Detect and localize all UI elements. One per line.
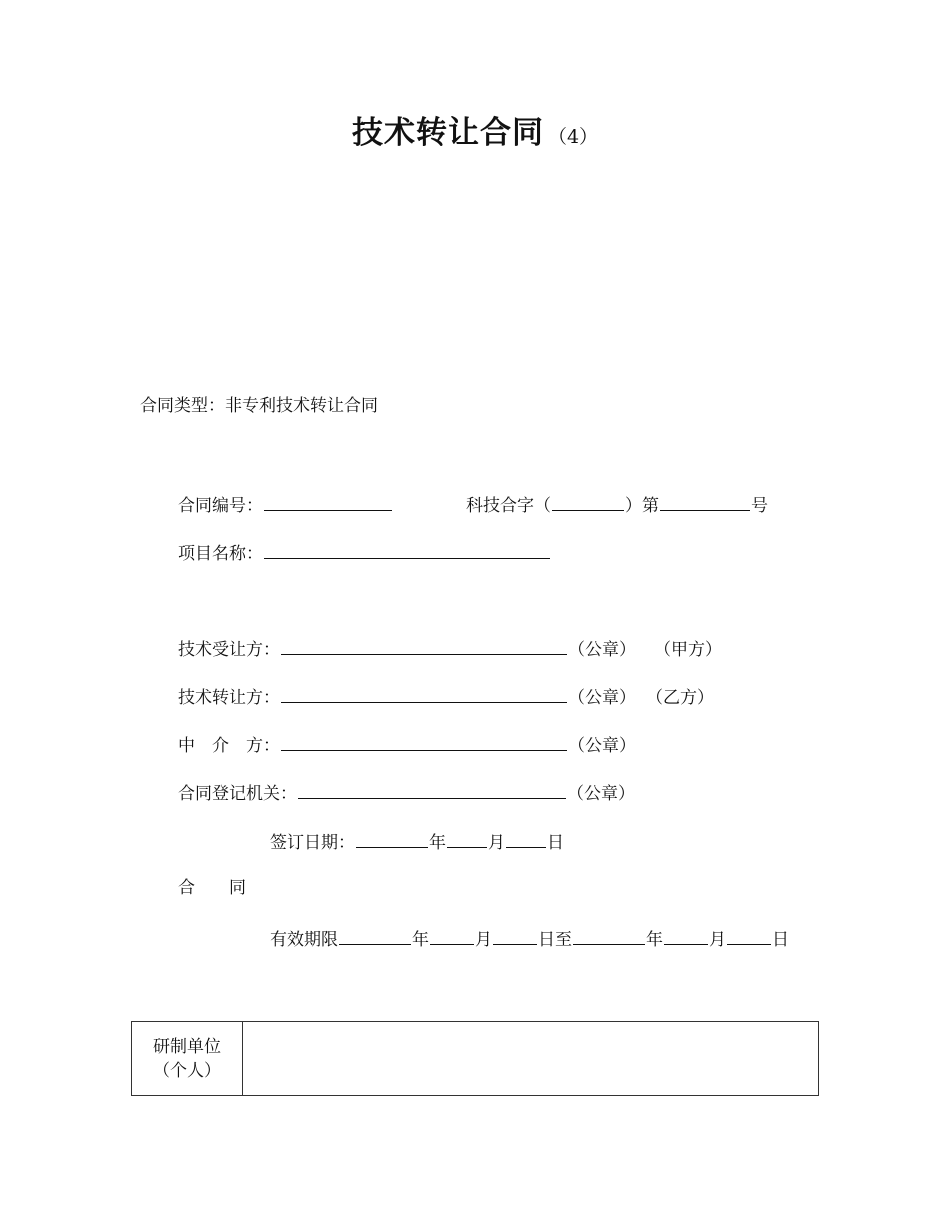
tech-contract-prefix: 科技合字（	[466, 496, 551, 516]
transferor-field[interactable]	[281, 686, 567, 703]
registration-seal: （公章）	[567, 784, 635, 804]
validity-end-day-label: 日	[772, 930, 789, 950]
project-name-field[interactable]	[264, 542, 550, 559]
validity-start-year-label: 年	[412, 930, 429, 950]
tech-contract-mid: ）第	[625, 496, 659, 516]
tech-contract-no-row	[466, 494, 768, 515]
project-name-row	[178, 542, 551, 563]
intermediary-seal: （公章）	[568, 736, 636, 756]
project-name-label: 项目名称：	[178, 544, 263, 564]
validity-to-label: 至	[555, 930, 572, 950]
transferee-label: 技术受让方：	[178, 640, 280, 660]
validity-label: 有效期限	[270, 930, 338, 950]
signing-day-label: 日	[547, 833, 564, 853]
validity-start-year-field[interactable]	[339, 928, 411, 945]
title-main: 技术转让合同	[351, 115, 544, 151]
title-suffix: （4）	[547, 126, 599, 148]
registration-field[interactable]	[298, 782, 566, 799]
intermediary-label: 中 介 方：	[178, 736, 280, 756]
contract-no-label: 合同编号：	[178, 496, 263, 516]
contract-label: 合 同	[178, 878, 246, 898]
transferor-row	[178, 686, 714, 707]
signing-month-label: 月	[488, 833, 505, 853]
validity-end-year-label: 年	[646, 930, 663, 950]
validity-end-month-label: 月	[709, 930, 726, 950]
validity-end-year-field[interactable]	[573, 928, 645, 945]
developer-unit-label-line1: 研制单位	[153, 1036, 221, 1057]
intermediary-row	[178, 734, 636, 755]
validity-end-day-field[interactable]	[727, 928, 771, 945]
transferee-row	[178, 638, 722, 659]
transferee-field[interactable]	[281, 638, 567, 655]
transferee-seal: （公章）	[568, 640, 636, 660]
developer-unit-value-cell[interactable]	[243, 1022, 819, 1096]
party-b-label: （乙方）	[646, 688, 714, 708]
validity-row	[270, 928, 789, 949]
document-title	[0, 115, 950, 151]
validity-start-day-field[interactable]	[493, 928, 537, 945]
developer-unit-label-line2: （个人）	[153, 1060, 221, 1081]
registration-label: 合同登记机关：	[178, 784, 297, 804]
tech-contract-suffix: 号	[751, 496, 768, 516]
tech-contract-code-field[interactable]	[552, 494, 624, 511]
signing-month-field[interactable]	[447, 831, 487, 848]
contract-type: 合同类型：非专利技术转让合同	[140, 396, 378, 416]
validity-start-day-label: 日	[538, 930, 555, 950]
transferor-label: 技术转让方：	[178, 688, 280, 708]
party-a-label: （甲方）	[654, 640, 722, 660]
contract-number-row	[178, 494, 393, 515]
tech-contract-number-field[interactable]	[660, 494, 750, 511]
validity-start-month-field[interactable]	[430, 928, 474, 945]
transferor-seal: （公章）	[568, 688, 636, 708]
intermediary-field[interactable]	[281, 734, 567, 751]
signing-date-row	[270, 831, 564, 852]
validity-start-month-label: 月	[475, 930, 492, 950]
developer-unit-label-cell	[132, 1022, 243, 1096]
validity-end-month-field[interactable]	[664, 928, 708, 945]
signing-year-label: 年	[429, 833, 446, 853]
signing-year-field[interactable]	[356, 831, 428, 848]
developer-unit-table	[131, 1021, 819, 1096]
registration-row	[178, 782, 635, 803]
signing-date-label: 签订日期：	[270, 833, 355, 853]
table-row	[132, 1022, 819, 1096]
signing-day-field[interactable]	[506, 831, 546, 848]
contract-no-field[interactable]	[264, 494, 392, 511]
